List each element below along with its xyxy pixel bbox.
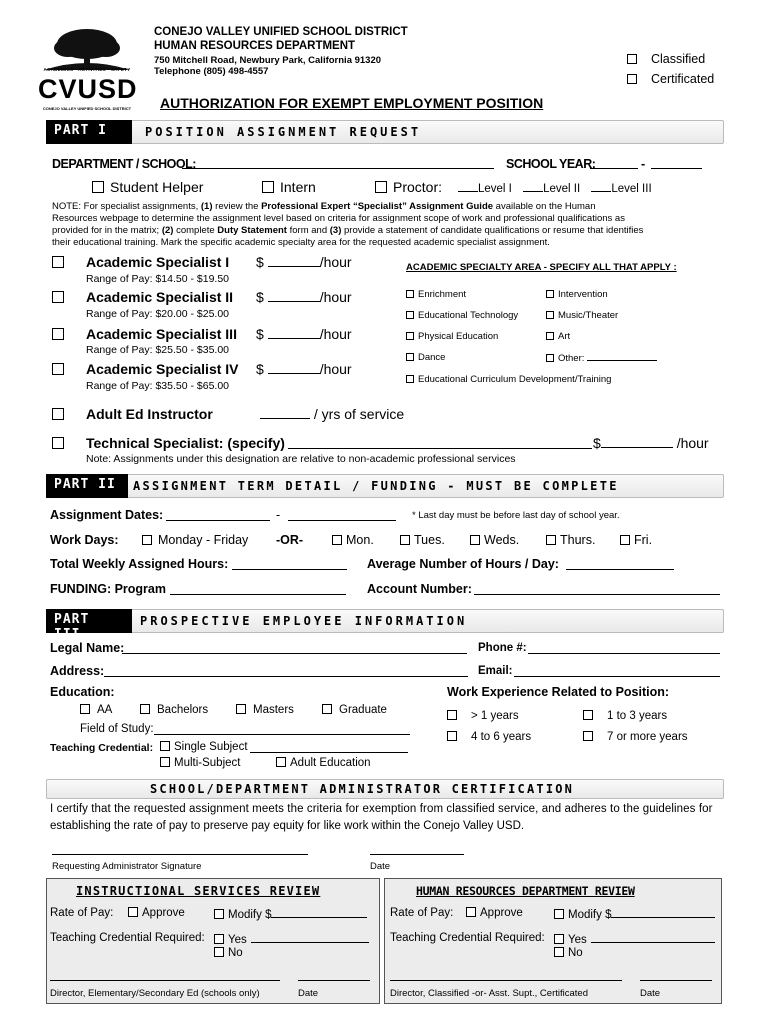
monday-friday-option[interactable]: Monday - Friday — [142, 533, 248, 547]
education-label: Education: — [50, 685, 115, 699]
tech-specialist-checkbox[interactable] — [52, 437, 64, 449]
yrs-service-field[interactable] — [260, 408, 310, 419]
specialist-1-rate[interactable]: $ /hour — [256, 254, 352, 270]
admin-signature-label: Requesting Administrator Signature — [52, 861, 202, 872]
legal-name-label: Legal Name: — [50, 641, 125, 655]
instr-modify-field[interactable] — [271, 907, 367, 918]
district-logo — [38, 26, 136, 116]
work-experience-label: Work Experience Related to Position: — [447, 685, 670, 699]
phone-field[interactable] — [528, 643, 720, 654]
department-name: HUMAN RESOURCES DEPARTMENT — [154, 40, 356, 52]
other-specialty-field[interactable] — [587, 352, 657, 361]
instr-yes-checkbox[interactable] — [214, 934, 224, 944]
specialist-2-rate-field[interactable] — [268, 291, 320, 302]
hr-signature-line[interactable] — [390, 980, 622, 981]
specialist-3[interactable]: Academic Specialist III — [52, 326, 68, 344]
specialist-4-checkbox[interactable] — [52, 363, 64, 375]
thurs-checkbox[interactable] — [546, 535, 556, 545]
specialist-note-line3: provided for in the matrix; (2) complete Duty Statement form and (3) provide a statement of candidate qualifications or resume that identifies — [52, 225, 644, 236]
specialist-3-range: Range of Pay: $25.50 - $35.00 — [86, 344, 230, 356]
level3-field[interactable] — [591, 181, 611, 192]
adult-ed-option[interactable]: Adult Ed Instructor — [52, 406, 68, 424]
classified-option[interactable]: Classified — [627, 52, 705, 66]
art-checkbox[interactable] — [546, 332, 554, 340]
avg-hours-field[interactable] — [566, 559, 674, 570]
total-hours-label: Total Weekly Assigned Hours: — [50, 557, 229, 571]
specialty-pe[interactable]: Physical Education — [406, 331, 498, 342]
hr-review-title: HUMAN RESOURCES DEPARTMENT REVIEW — [416, 884, 635, 898]
school-year-dash: - — [641, 157, 646, 171]
other-checkbox[interactable] — [546, 354, 554, 362]
curriculum-checkbox[interactable] — [406, 375, 414, 383]
hr-modify-option[interactable]: Modify $ — [554, 907, 715, 921]
funding-program-field[interactable] — [170, 584, 346, 595]
specialty-curriculum[interactable]: Educational Curriculum Development/Training — [406, 374, 611, 385]
hr-yes-checkbox[interactable] — [554, 934, 564, 944]
adult-ed-checkbox[interactable] — [52, 408, 64, 420]
instr-modify-option[interactable]: Modify $ — [214, 907, 367, 921]
exp-1-3-checkbox[interactable] — [583, 710, 593, 720]
assignment-dates-label: Assignment Dates: — [50, 508, 164, 522]
specialist-4-rate-field[interactable] — [268, 363, 320, 374]
instructional-review-title: INSTRUCTIONAL SERVICES REVIEW — [76, 884, 321, 898]
specialist-3-rate[interactable]: $ /hour — [256, 326, 352, 342]
part1-tag: PART I — [46, 120, 132, 144]
proctor-levels: Level I Level II Level III — [458, 181, 652, 195]
cert-text-line1: I certify that the requested assignment meets the criteria for exemption from classified service, and adheres to the guidelines for — [50, 803, 713, 815]
student-helper-option[interactable]: Student Helper — [92, 179, 203, 195]
yrs-service[interactable]: / yrs of service — [260, 406, 404, 422]
field-of-study-field[interactable] — [154, 724, 410, 735]
dance-checkbox[interactable] — [406, 353, 414, 361]
specialist-2-range: Range of Pay: $20.00 - $25.00 — [86, 308, 230, 320]
specialist-1-rate-field[interactable] — [268, 256, 320, 267]
assignment-end-field[interactable] — [288, 510, 396, 521]
single-subject-option[interactable]: Single Subject — [160, 741, 248, 753]
specialty-intervention[interactable]: Intervention — [546, 289, 608, 300]
student-helper-checkbox[interactable] — [92, 181, 104, 193]
proctor-checkbox[interactable] — [375, 181, 387, 193]
day-fri[interactable]: Fri. — [620, 533, 652, 547]
hr-rate-label: Rate of Pay: — [390, 907, 454, 919]
instr-no-checkbox[interactable] — [214, 947, 224, 957]
proctor-option[interactable]: Proctor: — [375, 179, 442, 195]
exp-7-checkbox[interactable] — [583, 731, 593, 741]
certificated-option[interactable]: Certificated — [627, 72, 714, 86]
department-school-field[interactable] — [182, 158, 494, 169]
hr-yes-option[interactable]: Yes — [554, 932, 715, 946]
day-thurs[interactable]: Thurs. — [546, 533, 595, 547]
specialty-enrichment[interactable]: Enrichment — [406, 289, 466, 300]
specialty-music[interactable]: Music/Theater — [546, 310, 618, 321]
part2-title: ASSIGNMENT TERM DETAIL / FUNDING - MUST BE COMPLETE — [133, 479, 619, 493]
form-title: AUTHORIZATION FOR EXEMPT EMPLOYMENT POSITION — [160, 95, 544, 111]
tech-specialist-rate[interactable]: $ /hour — [593, 435, 709, 451]
account-number-label: Account Number: — [367, 582, 472, 596]
specialist-2[interactable]: Academic Specialist II — [52, 289, 68, 307]
certificated-checkbox[interactable] — [627, 74, 637, 84]
enrichment-checkbox[interactable] — [406, 290, 414, 298]
email-field[interactable] — [514, 666, 720, 677]
mon-checkbox[interactable] — [332, 535, 342, 545]
district-name: CONEJO VALLEY UNIFIED SCHOOL DISTRICT — [154, 26, 408, 38]
email-label: Email: — [478, 665, 513, 677]
hr-date-line[interactable] — [640, 980, 712, 981]
department-school-label: DEPARTMENT / SCHOOL: — [52, 157, 196, 171]
specialist-note-line2: Resources webpage to determine the assignment level based on criteria for assignment scope of work and professional qualifications as — [52, 213, 625, 224]
district-phone: Telephone (805) 498-4557 — [154, 66, 269, 77]
avg-hours-label: Average Number of Hours / Day: — [367, 557, 559, 571]
total-hours-field[interactable] — [232, 559, 347, 570]
school-year-label: SCHOOL YEAR: — [506, 157, 596, 171]
instr-signature-line[interactable] — [50, 980, 280, 981]
hr-no-checkbox[interactable] — [554, 947, 564, 957]
day-mon[interactable]: Mon. — [332, 533, 374, 547]
hr-approve-checkbox[interactable] — [466, 907, 476, 917]
pe-checkbox[interactable] — [406, 332, 414, 340]
admin-date-label: Date — [370, 861, 391, 872]
hr-no-option[interactable]: No — [554, 947, 583, 959]
assignment-dates-note: * Last day must be before last day of school year. — [412, 510, 620, 521]
tues-checkbox[interactable] — [400, 535, 410, 545]
classified-checkbox[interactable] — [627, 54, 637, 64]
legal-name-field[interactable] — [122, 643, 467, 654]
part2-tag: PART II — [46, 474, 128, 498]
admin-date-line[interactable] — [370, 854, 464, 855]
school-year-end-field[interactable] — [651, 158, 702, 169]
specialist-4[interactable]: Academic Specialist IV — [52, 361, 68, 379]
teaching-credential-label: Teaching Credential: — [50, 742, 154, 754]
instr-date-line[interactable] — [298, 980, 370, 981]
hr-date-label: Date — [640, 988, 661, 999]
instr-approve-option[interactable]: Approve — [128, 907, 185, 919]
school-year-start-field[interactable] — [590, 158, 638, 169]
logo-motto: ACADEMICS • ACTIVITIES • SAFETY — [43, 67, 131, 72]
specialty-area-heading: ACADEMIC SPECIALTY AREA - SPECIFY ALL THAT APPLY : — [406, 262, 677, 273]
address-field[interactable] — [104, 666, 468, 677]
tech-specialist-field[interactable] — [288, 438, 592, 449]
exp-7-years[interactable]: 7 or more years — [583, 731, 688, 743]
instr-approve-checkbox[interactable] — [128, 907, 138, 917]
intern-checkbox[interactable] — [262, 181, 274, 193]
instr-yes-field[interactable] — [251, 932, 369, 943]
aa-checkbox[interactable] — [80, 704, 90, 714]
specialist-note-line4: their educational training. Mark the specific academic specialty area for the requested academic specialist assignment. — [52, 237, 550, 248]
or-label: -OR- — [276, 533, 304, 547]
exp-4-6-years[interactable]: 4 to 6 years — [447, 731, 531, 743]
tech-specialist-note: Note: Assignments under this designation are relative to non-academic professional services — [86, 453, 516, 465]
weds-checkbox[interactable] — [470, 535, 480, 545]
instr-signature-label: Director, Elementary/Secondary Ed (schools only) — [50, 988, 260, 999]
edu-aa[interactable]: AA — [80, 704, 112, 716]
specialist-2-checkbox[interactable] — [52, 291, 64, 303]
specialist-3-checkbox[interactable] — [52, 328, 64, 340]
adult-education-option[interactable]: Adult Education — [276, 757, 371, 769]
specialist-3-rate-field[interactable] — [268, 328, 320, 339]
exp-1-year[interactable]: > 1 years — [447, 710, 519, 722]
instr-rate-label: Rate of Pay: — [50, 907, 114, 919]
instr-credential-label: Teaching Credential Required: — [50, 932, 205, 944]
hr-approve-option[interactable]: Approve — [466, 907, 523, 919]
assignment-dates-dash: - — [276, 508, 281, 522]
monday-friday-checkbox[interactable] — [142, 535, 152, 545]
edu-bachelors[interactable]: Bachelors — [140, 704, 208, 716]
intern-option[interactable]: Intern — [262, 179, 316, 195]
specialty-dance[interactable]: Dance — [406, 352, 445, 363]
specialty-ed-tech[interactable]: Educational Technology — [406, 310, 518, 321]
edu-masters[interactable]: Masters — [236, 704, 294, 716]
exp-1-checkbox[interactable] — [447, 710, 457, 720]
masters-checkbox[interactable] — [236, 704, 246, 714]
bachelors-checkbox[interactable] — [140, 704, 150, 714]
specialty-other[interactable]: Other: — [546, 352, 657, 364]
part1-title: POSITION ASSIGNMENT REQUEST — [145, 125, 422, 139]
hr-yes-field[interactable] — [591, 932, 715, 943]
instr-modify-checkbox[interactable] — [214, 909, 224, 919]
specialist-1-range: Range of Pay: $14.50 - $19.50 — [86, 273, 230, 285]
graduate-checkbox[interactable] — [322, 704, 332, 714]
adult-education-checkbox[interactable] — [276, 757, 286, 767]
field-of-study-label: Field of Study: — [80, 723, 154, 735]
specialist-4-rate[interactable]: $ /hour — [256, 361, 352, 377]
work-days-label: Work Days: — [50, 533, 119, 547]
specialist-1[interactable]: Academic Specialist I — [52, 254, 68, 272]
hr-modify-field[interactable] — [611, 907, 715, 918]
tech-rate-field[interactable] — [601, 437, 673, 448]
specialist-4-range: Range of Pay: $35.50 - $65.00 — [86, 380, 230, 392]
hr-modify-checkbox[interactable] — [554, 909, 564, 919]
day-tues[interactable]: Tues. — [400, 533, 445, 547]
district-address: 750 Mitchell Road, Newbury Park, California 91320 — [154, 55, 382, 66]
day-weds[interactable]: Weds. — [470, 533, 519, 547]
instr-no-option[interactable]: No — [214, 947, 243, 959]
edu-graduate[interactable]: Graduate — [322, 704, 387, 716]
hr-signature-label: Director, Classified -or- Asst. Supt., Certificated — [390, 988, 588, 999]
address-label: Address: — [50, 664, 105, 678]
music-checkbox[interactable] — [546, 311, 554, 319]
multi-subject-option[interactable]: Multi-Subject — [160, 757, 240, 769]
level2-field[interactable] — [523, 181, 543, 192]
phone-label: Phone #: — [478, 642, 527, 654]
funding-program-label: FUNDING: Program — [50, 582, 166, 596]
single-subject-checkbox[interactable] — [160, 741, 170, 751]
assignment-start-field[interactable] — [166, 510, 270, 521]
instr-date-label: Date — [298, 988, 319, 999]
specialty-art[interactable]: Art — [546, 331, 570, 342]
exp-4-6-checkbox[interactable] — [447, 731, 457, 741]
ed-tech-checkbox[interactable] — [406, 311, 414, 319]
specialist-1-checkbox[interactable] — [52, 256, 64, 268]
account-number-field[interactable] — [474, 584, 720, 595]
cert-text-line2: establishing the rate of pay to preserve pay equity for like work within the Conejo Valley USD. — [50, 820, 525, 832]
cert-title: SCHOOL/DEPARTMENT ADMINISTRATOR CERTIFICATION — [150, 782, 575, 796]
multi-subject-checkbox[interactable] — [160, 757, 170, 767]
specialist-2-rate[interactable]: $ /hour — [256, 289, 352, 305]
admin-signature-line[interactable] — [52, 854, 308, 855]
fri-checkbox[interactable] — [620, 535, 630, 545]
tech-specialist-option[interactable]: Technical Specialist: (specify) — [52, 435, 68, 453]
hr-credential-label: Teaching Credential Required: — [390, 932, 545, 944]
part3-title: PROSPECTIVE EMPLOYEE INFORMATION — [140, 614, 468, 628]
level1-field[interactable] — [458, 181, 478, 192]
exp-1-3-years[interactable]: 1 to 3 years — [583, 710, 667, 722]
part3-tag: PART III — [46, 609, 132, 633]
intervention-checkbox[interactable] — [546, 290, 554, 298]
single-subject-field[interactable] — [250, 742, 408, 753]
logo-text: CVUSD — [38, 74, 138, 104]
logo-subtext: CONEJO VALLEY UNIFIED SCHOOL DISTRICT — [42, 106, 132, 111]
specialist-note-line1: NOTE: For specialist assignments, (1) review the Professional Expert “Specialist” Assignment Guide available on the Human — [52, 201, 596, 212]
instr-yes-option[interactable]: Yes — [214, 932, 369, 946]
